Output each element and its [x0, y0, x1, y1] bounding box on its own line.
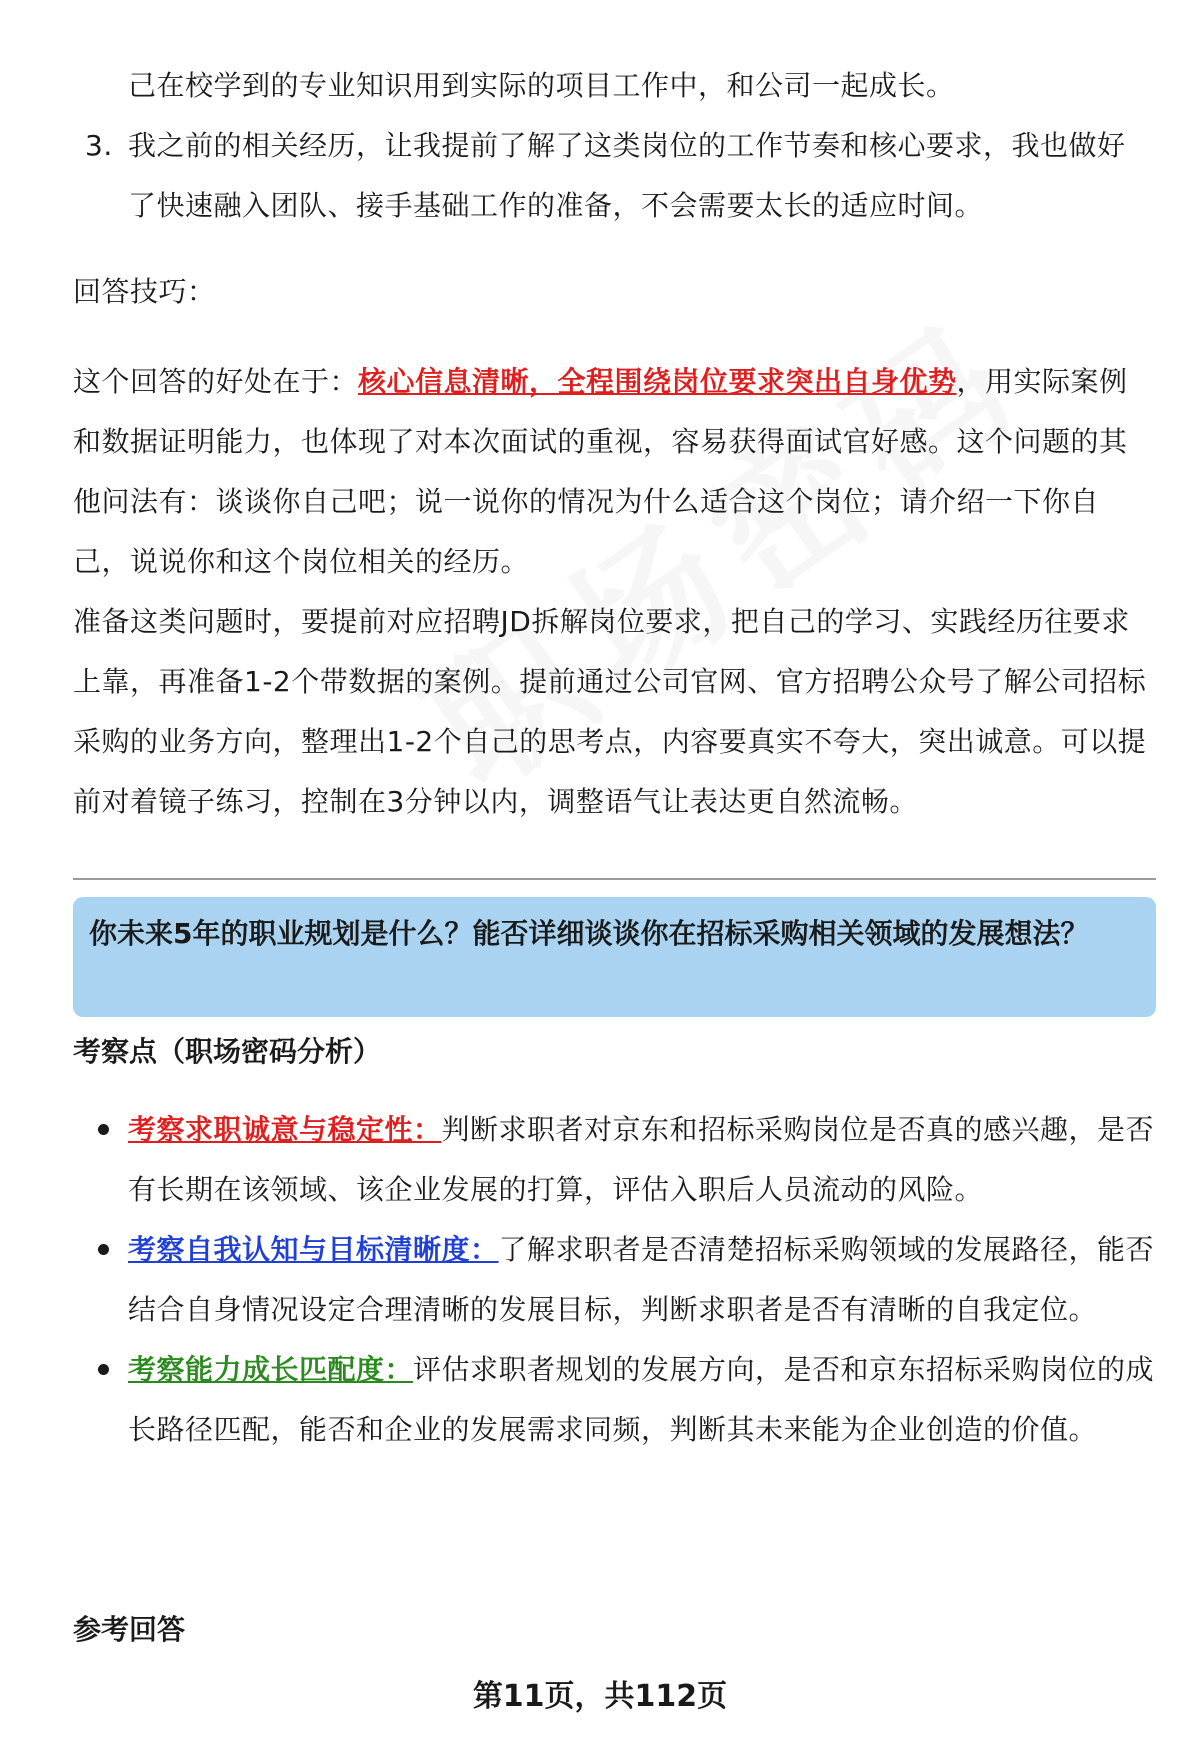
- bullet-icon: [98, 1124, 109, 1135]
- examine-item: [98, 1340, 1158, 1460]
- examine-list: [98, 1100, 1158, 1460]
- bullet-icon: [98, 1364, 109, 1375]
- list-item-2-continuation: 己在校学到的专业知识用到实际的项目工作中，和公司一起成长。: [128, 69, 955, 102]
- examine-item-text: 了解求职者是否清楚招标采购领域的发展路径，能否结合自身情况设定合理清晰的发展目标，判断求职者是否有清晰的自我定位。: [128, 1233, 1155, 1326]
- list-item-text: 我之前的相关经历，让我提前了解了这类岗位的工作节奏和核心要求，我也做好了快速融入团队、接手基础工作的准备，不会需要太长的适应时间。: [128, 129, 1126, 222]
- examine-item-title: 考察能力成长匹配度：: [128, 1353, 414, 1386]
- bullet-icon: [98, 1244, 109, 1255]
- tips-p1-lead: 这个回答的好处在于：: [73, 365, 359, 398]
- tips-p1-rest: ，用实际案例和数据证明能力，也体现了对本次面试的重视，容易获得面试官好感。这个问题的其他问法有：谈谈你自己吧；说一说你的情况为什么适合这个岗位；请介绍一下你自己，说说你和这个岗位相关的经历。: [73, 365, 1128, 578]
- tips-paragraph-2: 准备这类问题时，要提前对应招聘JD拆解岗位要求，把自己的学习、实践经历往要求上靠，再准备1-2个带数据的案例。提前通过公司官网、官方招聘公众号了解公司招标采购的业务方向，整理出1-2个自己的思考点，内容要真实不夸大，突出诚意。可以提前对着镜子练习，控制在3分钟以内，调整语气让表达更自然流畅。: [73, 605, 1147, 818]
- reference-heading: 参考回答: [73, 1613, 186, 1646]
- section-divider: [73, 878, 1156, 880]
- tips-label: 回答技巧：: [73, 275, 216, 308]
- list-item-3: [73, 116, 1153, 236]
- question-text: 你未来5年的职业规划是什么？能否详细谈谈你在招标采购相关领域的发展想法？: [89, 917, 1089, 950]
- examine-item: [98, 1220, 1158, 1340]
- examine-item-title: 考察自我认知与目标清晰度：: [128, 1233, 499, 1266]
- tips-paragraph-1: [73, 352, 1148, 592]
- list-number: 3.: [85, 129, 113, 162]
- examine-item-text: 判断求职者对京东和招标采购岗位是否真的感兴趣，是否有长期在该领域、该企业发展的打算，评估入职后人员流动的风险。: [128, 1113, 1155, 1206]
- page-number: 第11页，共112页: [472, 1679, 728, 1714]
- examine-item: [98, 1100, 1158, 1220]
- examine-heading: 考察点（职场密码分析）: [73, 1035, 382, 1068]
- examine-item-text: 评估求职者规划的发展方向，是否和京东招标采购岗位的成长路径匹配，能否和企业的发展需求同频，判断其未来能为企业创造的价值。: [128, 1353, 1155, 1446]
- examine-item-title: 考察求职诚意与稳定性：: [128, 1113, 442, 1146]
- question-box: [73, 897, 1156, 1017]
- tips-p1-highlight: 核心信息清晰，全程围绕岗位要求突出自身优势: [358, 365, 957, 398]
